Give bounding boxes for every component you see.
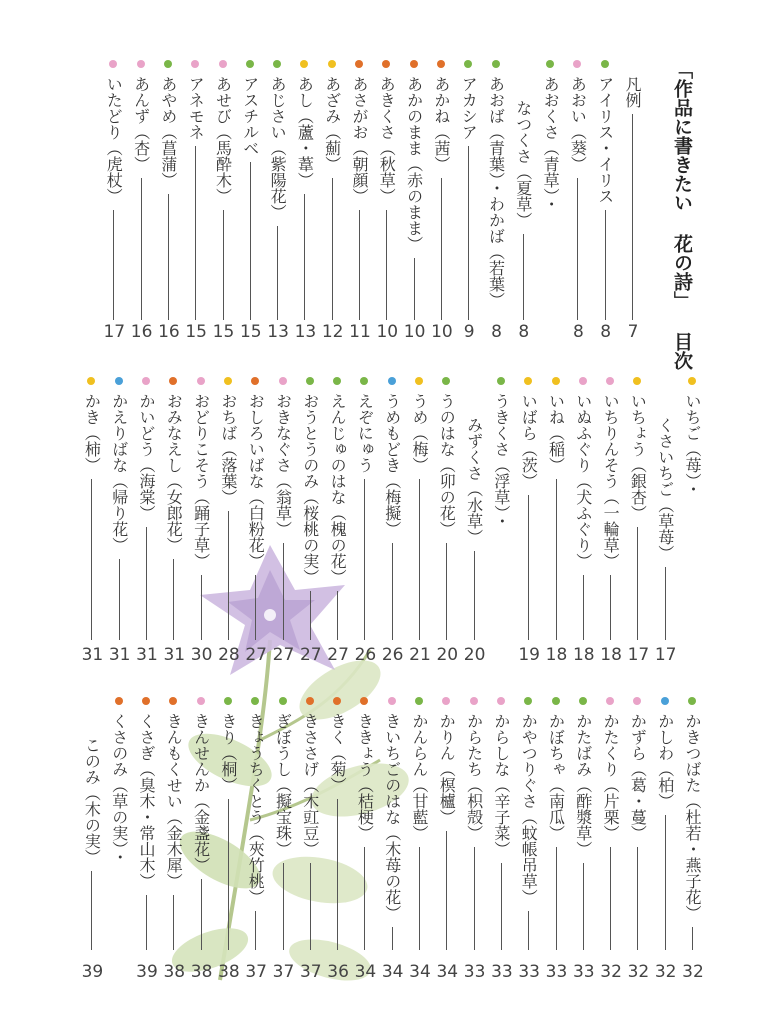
leader-line [146,527,147,640]
category-dot-icon [142,377,150,385]
entry-label: いぬふぐり（犬ふぐり） [573,393,593,569]
category-dot-icon [224,697,232,705]
entry-label: かえりばな（帰り花） [109,393,129,553]
leader-line [528,495,529,640]
category-dot-icon [142,697,150,705]
entry-label: くさぎ（臭木・常山木） [137,713,156,889]
entry-label: きり（桐） [218,713,238,793]
entry-label: あかのまま（赤のまま） [404,76,424,252]
page-number: 13 [267,322,289,342]
toc-title: 「作品に書きたい 花の詩」 目次 [671,60,693,370]
page-number: 32 [600,962,622,982]
entry-label: きいちごのはな（木苺の花） [382,713,402,921]
leader-line [528,911,529,950]
entry-label: あさがお（朝顔） [350,76,369,204]
category-dot-icon [382,60,390,68]
entry-label: かずら（葛・蔓） [628,713,648,841]
leader-line [577,178,578,320]
page-number: 10 [376,322,399,342]
page-number: 27 [327,645,349,665]
entry-label: かたばみ（酢漿草） [573,713,593,857]
category-dot-icon [606,377,614,385]
leader-line [141,178,142,320]
leader-line [168,194,169,320]
leader-line [523,234,524,320]
entry-label: おきなぐさ（翁草） [273,393,293,537]
leader-line [173,559,174,640]
entry-label: くさいちご（草苺） [655,417,675,561]
entry-label: きんもくせい（金木犀） [164,713,184,889]
category-dot-icon [442,697,450,705]
category-dot-icon [388,697,396,705]
page-number: 34 [436,962,459,982]
entry-label: かやつりぐさ（蚊帳吊草） [519,713,539,905]
entry-label: ぎぼうし（擬宝珠） [273,713,293,857]
leader-line [665,815,666,950]
page-number: 31 [163,645,186,665]
entry-label: うきくさ（浮草）・ [491,393,511,529]
entry-label: かぼちゃ（南瓜） [546,713,566,841]
page-number: 21 [409,645,431,665]
leader-line [419,479,420,640]
leader-line [501,863,502,950]
category-dot-icon [579,697,587,705]
leader-line [332,178,333,320]
leader-line [364,479,365,640]
page-number: 8 [518,322,530,342]
category-dot-icon [137,60,145,68]
leader-line [446,831,447,950]
category-dot-icon [606,697,614,705]
entry-label: きんせんか（金盞花） [191,713,211,873]
leader-line [255,911,256,950]
leader-line [583,863,584,950]
entry-label: あんず（杏） [131,76,151,172]
leader-line [201,575,202,640]
entry-label: アイリス・イリス [595,76,615,204]
entry-label: あざみ（薊） [322,76,342,172]
leader-line [446,543,447,640]
page-number: 37 [272,962,295,982]
entry-label: くさのみ（草の実）・ [109,713,129,865]
leader-line [195,146,196,320]
entry-label: あおくさ（青草）・ [541,76,561,212]
entry-label: あやめ（菖蒲） [158,76,178,188]
leader-line [392,927,393,950]
leader-line [310,863,311,950]
category-dot-icon [552,377,560,385]
leader-line [556,847,557,950]
leader-line [146,895,147,950]
page-number: 39 [81,962,104,982]
page-number: 12 [321,322,344,342]
leader-line [337,591,338,640]
category-dot-icon [306,377,314,385]
page-number: 34 [409,962,431,982]
leader-line [304,194,305,320]
page-number: 30 [190,645,213,665]
page-number: 39 [136,962,158,982]
entry-label: あかね（茜） [431,76,451,172]
leader-line [91,479,92,640]
page-number: 28 [218,645,240,665]
category-dot-icon [169,377,177,385]
category-dot-icon [300,60,308,68]
entry-label: おどりこそう（踊子草） [191,393,211,569]
leader-line [359,210,360,320]
page-number: 33 [491,962,513,982]
leader-line [637,847,638,950]
page-number: 26 [381,645,404,665]
page-number: 18 [600,645,622,665]
category-dot-icon [579,377,587,385]
page-number: 36 [327,962,349,982]
leader-line [310,591,311,640]
category-dot-icon [115,697,123,705]
leader-line [364,847,365,950]
category-dot-icon [246,60,254,68]
leader-line [392,543,393,640]
leader-line [91,871,92,950]
category-dot-icon [410,60,418,68]
leader-line [441,178,442,320]
leader-line [386,210,387,320]
leader-line [201,879,202,950]
category-dot-icon [633,377,641,385]
leader-line [605,210,606,320]
category-dot-icon [573,60,581,68]
page-number: 7 [627,322,639,342]
entry-label: なつくさ（夏草） [513,100,533,228]
leader-line [583,575,584,640]
entry-label: いたどり（虎杖） [104,76,124,204]
category-dot-icon [328,60,336,68]
page-number: 34 [381,962,404,982]
category-dot-icon [164,60,172,68]
page-number: 31 [136,645,158,665]
category-dot-icon [355,60,363,68]
category-dot-icon [87,377,95,385]
entry-label: あせび（馬酔木） [213,76,233,204]
page-number: 33 [545,962,568,982]
entry-label: きささげ（木豇豆） [300,713,320,857]
category-dot-icon [251,377,259,385]
leader-line [119,559,120,640]
category-dot-icon [415,377,423,385]
category-dot-icon [497,377,505,385]
entry-label: あし（蘆・葦） [295,76,315,188]
leader-line [283,543,284,640]
leader-line [283,863,284,950]
page-number: 13 [294,322,317,342]
page-number: 18 [572,645,595,665]
entry-label: からしな（辛子菜） [491,713,511,857]
category-dot-icon [633,697,641,705]
entry-label: きょうちくとう（夾竹桃） [246,713,266,905]
page-number: 20 [436,645,459,665]
leader-line [610,847,611,950]
category-dot-icon [219,60,227,68]
leader-line [277,226,278,320]
page-number: 32 [627,962,650,982]
category-dot-icon [688,697,696,705]
entry-label: えんじゅのはな（槐の花） [328,393,348,585]
leader-line [637,527,638,640]
page-number: 33 [463,962,486,982]
category-dot-icon [224,377,232,385]
category-dot-icon [306,697,314,705]
page-number: 15 [239,322,262,342]
page-number: 33 [518,962,540,982]
page-number: 26 [354,645,377,665]
category-dot-icon [415,697,423,705]
page-number: 32 [654,962,677,982]
page-number: 16 [158,322,180,342]
entry-label: うめ（梅） [410,393,429,473]
page-number: 15 [185,322,207,342]
entry-label: かしわ（柏） [655,713,675,809]
leader-line [113,210,114,320]
category-dot-icon [115,377,123,385]
category-dot-icon [688,377,696,385]
entry-label: あおば（青葉）・わかば（若葉） [486,76,506,308]
entry-label: かたくり（片栗） [601,713,621,841]
page-number: 18 [545,645,568,665]
entry-label: いばら（茨） [519,393,539,489]
page-number: 17 [654,645,677,665]
leader-line [223,210,224,320]
leader-line [474,847,475,950]
entry-label: うめもどき（梅擬） [382,393,402,537]
page-number: 31 [108,645,131,665]
leader-line [228,799,229,950]
category-dot-icon [524,377,532,385]
entry-label: いちりんそう（一輪草） [601,393,621,569]
leader-line [414,258,415,320]
category-dot-icon [464,60,472,68]
page-number: 17 [627,645,650,665]
entry-label: おみなえし（女郎花） [164,393,184,553]
page-number: 19 [518,645,540,665]
page-number: 8 [600,322,612,342]
page-number: 27 [245,645,267,665]
entry-label: かきつばた（杜若・燕子花） [683,713,702,921]
category-dot-icon [437,60,445,68]
entry-label: このみ（木の実） [82,737,102,865]
leader-line [556,479,557,640]
entry-label: かんらん（甘藍） [410,713,429,841]
category-dot-icon [661,697,669,705]
leader-line [692,927,693,950]
leader-line [419,847,420,950]
page-number: 38 [190,962,213,982]
category-dot-icon [197,697,205,705]
category-dot-icon [191,60,199,68]
entry-label: アネモネ [186,76,206,140]
category-dot-icon [601,60,609,68]
page-number: 32 [682,962,704,982]
entry-label: あきくさ（秋草） [377,76,397,204]
entry-label: おうとうのみ（桜桃の実） [300,393,320,585]
entry-label: かいどう（海棠） [137,393,156,521]
entry-label: あおい（葵） [568,76,588,172]
leader-line [468,146,469,320]
category-dot-icon [360,377,368,385]
category-dot-icon [333,377,341,385]
entry-label: 凡例 [623,76,642,108]
entry-label: うのはな（卯の花） [437,393,457,537]
entry-label: きく（菊） [328,713,348,793]
entry-label: みずくさ（水草） [464,417,484,545]
page-number: 33 [572,962,595,982]
leader-line [173,895,174,950]
page-number: 37 [245,962,267,982]
category-dot-icon [279,697,287,705]
category-dot-icon [109,60,117,68]
leader-line [474,551,475,640]
page-number: 10 [431,322,453,342]
page-number: 11 [349,322,371,342]
category-dot-icon [552,697,560,705]
category-dot-icon [497,697,505,705]
category-dot-icon [442,377,450,385]
category-dot-icon [273,60,281,68]
page-number: 15 [212,322,235,342]
leader-line [337,799,338,950]
entry-label: いちご（苺）・ [683,393,702,497]
entry-label: おしろいばな（白粉花） [246,393,266,569]
page-number: 34 [354,962,377,982]
entry-label: アスチルベ [240,76,260,156]
page-number: 8 [572,322,584,342]
leader-line [632,114,633,320]
page-number: 17 [103,322,126,342]
category-dot-icon [524,697,532,705]
leader-line [665,567,666,640]
entry-label: かりん（榠櫨） [437,713,457,825]
category-dot-icon [492,60,500,68]
entry-label: あじさい（紫陽花） [268,76,288,220]
entry-label: いちょう（銀杏） [628,393,648,521]
leader-line [250,162,251,320]
category-dot-icon [279,377,287,385]
page-number: 16 [130,322,153,342]
entry-label: アカシア [459,76,479,140]
page-number: 20 [463,645,486,665]
category-dot-icon [388,377,396,385]
page-number: 27 [299,645,322,665]
entry-label: かき（柿） [82,393,102,473]
entry-label: からたち（枳殻） [464,713,484,841]
page-number: 37 [299,962,322,982]
leader-line [228,511,229,640]
page-number: 38 [218,962,240,982]
page-number: 27 [272,645,295,665]
page-number: 10 [403,322,426,342]
leader-line [255,575,256,640]
category-dot-icon [197,377,205,385]
entry-label: いね（稲） [546,393,566,473]
page-number: 8 [491,322,502,342]
entry-label: ききょう（桔梗） [355,713,375,841]
category-dot-icon [470,697,478,705]
category-dot-icon [546,60,554,68]
page-number: 31 [81,645,104,665]
entry-label: おちば（落葉） [218,393,238,505]
leader-line [610,575,611,640]
page-number: 38 [163,962,186,982]
page-number: 9 [463,322,475,342]
entry-label: えぞにゅう [355,393,375,473]
